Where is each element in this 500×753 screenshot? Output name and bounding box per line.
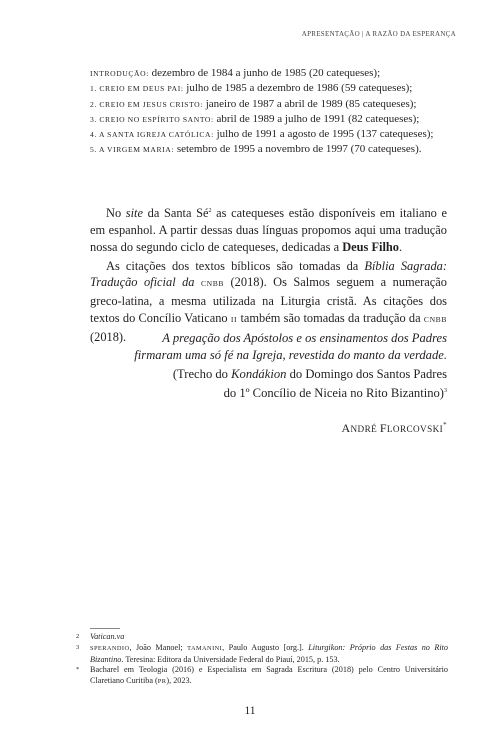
footnote-text: Vatican.va: [90, 632, 125, 641]
footnote-text: Bacharel em Teologia (2016) e Especialista em Sagrada Escritura (2018) pelo Centro Universitário Claretiano Curitiba (PR), 2023.: [90, 665, 448, 686]
epigraph-quote: [90, 330, 447, 402]
quote-line: A pregação dos Apóstolos e os ensinamentos dos Padres: [162, 331, 447, 345]
body-text: [90, 203, 447, 348]
author-signature: ANDRÉ FLORCOVSKI*: [341, 421, 447, 435]
footnote-ref-author[interactable]: *: [443, 421, 447, 429]
quote-source: do 1º Concílio de Niceia no Rito Bizantino)$^3$: [223, 386, 447, 401]
page-number: 11: [244, 705, 256, 717]
list-item: INTRODUÇÃO: dezembro de 1984 a junho de 1985 (20 catequeses);: [90, 67, 381, 79]
footnote-divider: [90, 628, 120, 629]
paragraph-website: No site da Santa $Sé^2$ as catequeses estão disponíveis em italiano e em espanhol. A partir dessas duas línguas propomos aqui uma tradução nossa do segundo ciclo de catequeses, dedicadas a Deus Filho.: [90, 206, 447, 254]
list-item: 2. CREIO EM JESUS CRISTO: janeiro de 1987 a abril de 1989 (85 catequeses);: [90, 97, 417, 110]
footnote-ref-3[interactable]: 3: [444, 388, 447, 394]
footnote-number: *: [76, 666, 80, 674]
quote-line: firmaram uma só fé na Igreja, revestida do manto da verdade.: [134, 348, 447, 362]
footnote-item: [76, 632, 448, 643]
paragraph-citations: As citações dos textos bíblicos são tomadas da Bíblia Sagrada: Tradução oficial da CNBB (2018). Os Salmos seguem a numeração greco-latina, a mesma utilizada na Liturgia cristã. As citações dos textos do Concílio Vaticano II também são tomadas da tradução da CNBB (2018).: [90, 258, 448, 344]
footnote-item: [76, 643, 448, 666]
list-item: 4. A SANTA IGREJA CATÓLICA: julho de 1991 a agosto de 1995 (137 catequeses);: [90, 128, 434, 141]
list-item: 1. CREIO EM DEUS PAI: julho de 1985 a dezembro de 1986 (59 catequeses);: [90, 82, 413, 95]
footnote-text: SPERANDIO, João Manoel; TAMANINI, Paulo Augusto [org.]. Liturgikon: Próprio das Festas no Rito Bizantino. Teresina: Editora da Universidade Federal do Piauí, 2015, p. 153.: [90, 642, 448, 664]
footnote-number: 3: [76, 643, 80, 651]
quote-source: (Trecho do Kondákion do Domingo dos Santos Padres: [172, 367, 447, 381]
footnote-number: 2: [76, 633, 80, 640]
list-item: 5. A VIRGEM MARIA: setembro de 1995 a novembro de 1997 (70 catequeses).: [90, 143, 422, 156]
footnote-ref-2[interactable]: 2: [208, 208, 212, 214]
footnote-item: [76, 665, 448, 688]
catechesis-schedule-list: [90, 66, 447, 158]
running-header: APRESENTAÇÃO | A RAZÃO DA ESPERANÇA: [301, 30, 456, 38]
list-item: 3. CREIO NO ESPÍRITO SANTO: abril de 1989 a julho de 1991 (82 catequeses);: [90, 112, 420, 125]
footnotes: [76, 632, 448, 688]
